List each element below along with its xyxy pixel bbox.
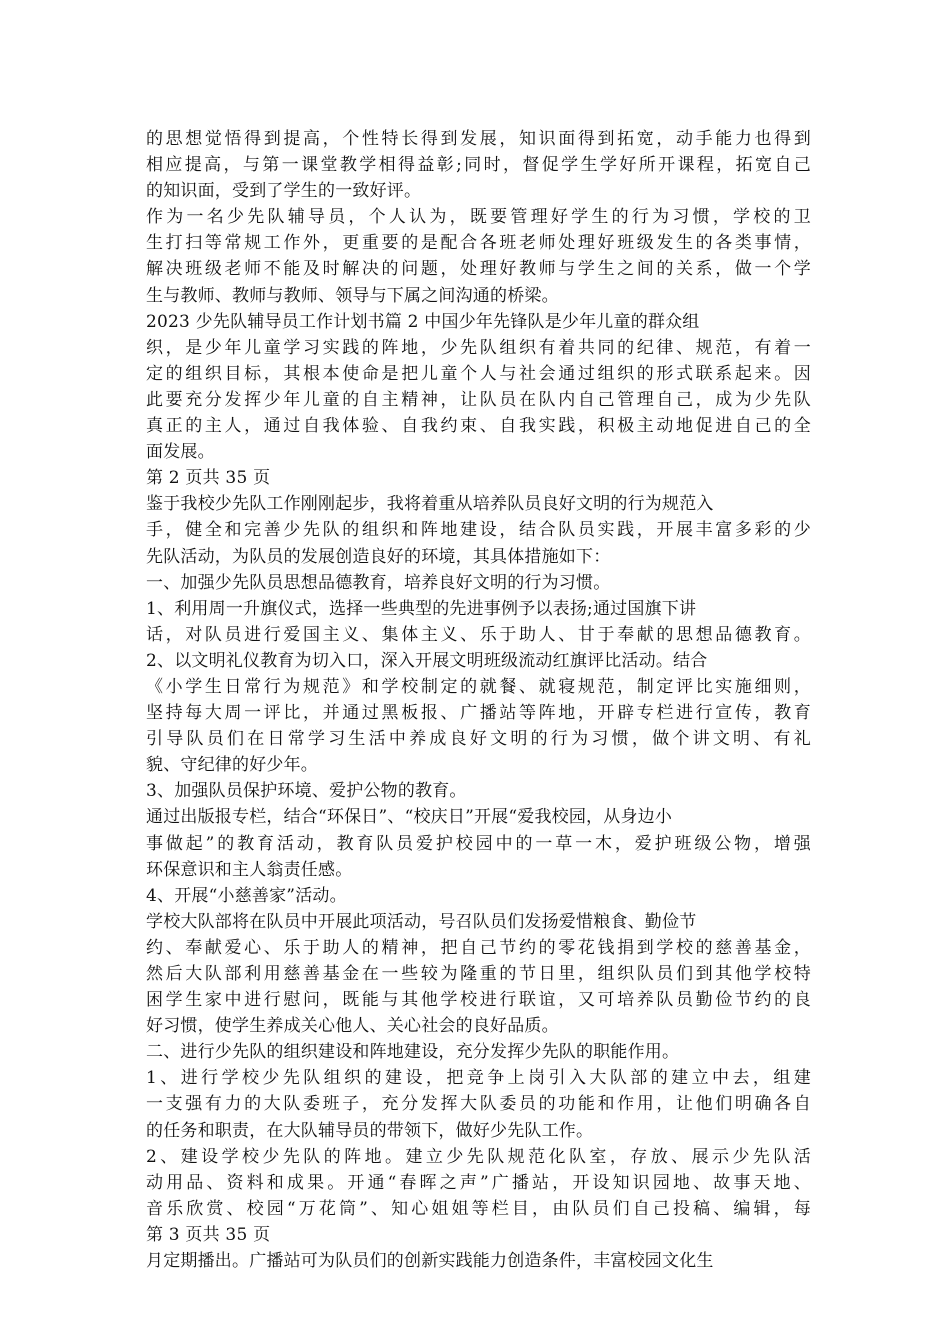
text-line: 第 2 页共 35 页 — [146, 468, 271, 489]
text-line: 1、进行学校少先队组织的建设，把竞争上岗引入大队部的建立中去，组建 — [146, 1068, 811, 1089]
document-page — [146, 126, 811, 1274]
text-line: 3、加强队员保护环境、爱护公物的教育。 — [146, 781, 467, 802]
text-line: 先队活动，为队员的发展创造良好的环境，其具体措施如下： — [146, 546, 611, 567]
text-line: 好习惯，使学生养成关心他人、关心社会的良好品质。 — [146, 1016, 559, 1037]
text-line: 通过出版报专栏，结合“环保日”、“校庆日”开展“爱我校园，从身边小 — [146, 807, 673, 828]
text-line: 2、建设学校少先队的阵地。建立少先队规范化队室，存放、展示少先队活 — [146, 1146, 811, 1167]
text-line: 环保意识和主人翁责任感。 — [146, 859, 353, 880]
text-line: 月定期播出。广播站可为队员们的创新实践能力创造条件，丰富校园文化生 — [146, 1251, 714, 1272]
text-line: 事做起”的教育活动，教育队员爱护校园中的一草一木，爱护班级公物，增强 — [146, 833, 811, 854]
text-line: 第 3 页共 35 页 — [146, 1224, 271, 1245]
text-line: 引导队员们在日常学习生活中养成良好文明的行为习惯，做个讲文明、有礼 — [146, 729, 811, 750]
text-line: 动用品、资料和成果。开通“春晖之声”广播站，开设知识园地、故事天地、 — [146, 1172, 811, 1193]
text-line: 2、以文明礼仪教育为切入口，深入开展文明班级流动红旗评比活动。结合 — [146, 650, 708, 671]
text-line: 鉴于我校少先队工作刚刚起步，我将着重从培养队员良好文明的行为规范入 — [146, 494, 714, 515]
text-line: 生与教师、教师与教师、领导与下属之间沟通的桥梁。 — [146, 285, 559, 306]
text-line: 定的组织目标，其根本使命是把儿童个人与社会通过组织的形式联系起来。因 — [146, 363, 811, 384]
text-line: 二、进行少先队的组织建设和阵地建设，充分发挥少先队的职能作用。 — [146, 1042, 680, 1063]
text-line: 《小学生日常行为规范》和学校制定的就餐、就寝规范，制定评比实施细则， — [146, 676, 811, 697]
text-line: 然后大队部利用慈善基金在一些较为隆重的节日里，组织队员们到其他学校特 — [146, 964, 811, 984]
text-line: 解决班级老师不能及时解决的问题，处理好教师与学生之间的关系，做一个学 — [146, 259, 811, 280]
text-line: 1、利用周一升旗仪式，选择一些典型的先进事例予以表扬;通过国旗下讲 — [146, 598, 697, 619]
text-line: 的思想觉悟得到提高，个性特长得到发展，知识面得到拓宽，动手能力也得到 — [146, 129, 811, 149]
text-line: 手，健全和完善少先队的组织和阵地建设，结合队员实践，开展丰富多彩的少 — [146, 520, 811, 541]
text-line: 的知识面，受到了学生的一致好评。 — [146, 181, 422, 202]
text-line: 作为一名少先队辅导员，个人认为，既要管理好学生的行为习惯，学校的卫 — [146, 207, 811, 228]
text-line: 生打扫等常规工作外，更重要的是配合各班老师处理好班级发生的各类事情， — [146, 233, 811, 254]
text-line: 坚持每大周一评比，并通过黑板报、广播站等阵地，开辟专栏进行宣传，教育 — [146, 703, 811, 724]
text-line: 相应提高，与第一课堂教学相得益彰;同时，督促学生学好所开课程，拓宽自己 — [146, 155, 811, 176]
text-line: 困学生家中进行慰问，既能与其他学校进行联谊，又可培养队员勤俭节约的良 — [146, 990, 811, 1011]
text-line: 织，是少年儿童学习实践的阵地，少先队组织有着共同的纪律、规范，有着一 — [146, 337, 811, 358]
text-line: 此要充分发挥少年儿童的自主精神，让队员在队内自己管理自己，成为少先队 — [146, 389, 811, 410]
text-line: 面发展。 — [146, 442, 215, 463]
text-line: 貌、守纪律的好少年。 — [146, 755, 318, 776]
text-line: 一支强有力的大队委班子，充分发挥大队委员的功能和作用，让他们明确各自 — [146, 1094, 811, 1115]
text-line: 约、奉献爱心、乐于助人的精神，把自己节约的零花钱捐到学校的慈善基金， — [146, 937, 811, 958]
text-line: 学校大队部将在队员中开展此项活动，号召队员们发扬爱惜粮食、勤俭节 — [146, 911, 697, 932]
text-line: 的任务和职责，在大队辅导员的带领下，做好少先队工作。 — [146, 1120, 594, 1141]
text-line: 真正的主人，通过自我体验、自我约束、自我实践，积极主动地促进自己的全 — [146, 416, 811, 437]
text-line: 话，对队员进行爱国主义、集体主义、乐于助人、甘于奉献的思想品德教育。 — [146, 624, 811, 645]
text-line: 2023 少先队辅导员工作计划书篇 2 中国少年先锋队是少年儿童的群众组 — [146, 311, 700, 332]
text-line: 音乐欣赏、校园“万花筒”、知心姐姐等栏目，由队员们自己投稿、编辑，每 — [146, 1198, 811, 1219]
text-line: 4、开展“小慈善家”活动。 — [146, 885, 347, 906]
text-line: 一、加强少先队员思想品德教育，培养良好文明的行为习惯。 — [146, 572, 611, 593]
